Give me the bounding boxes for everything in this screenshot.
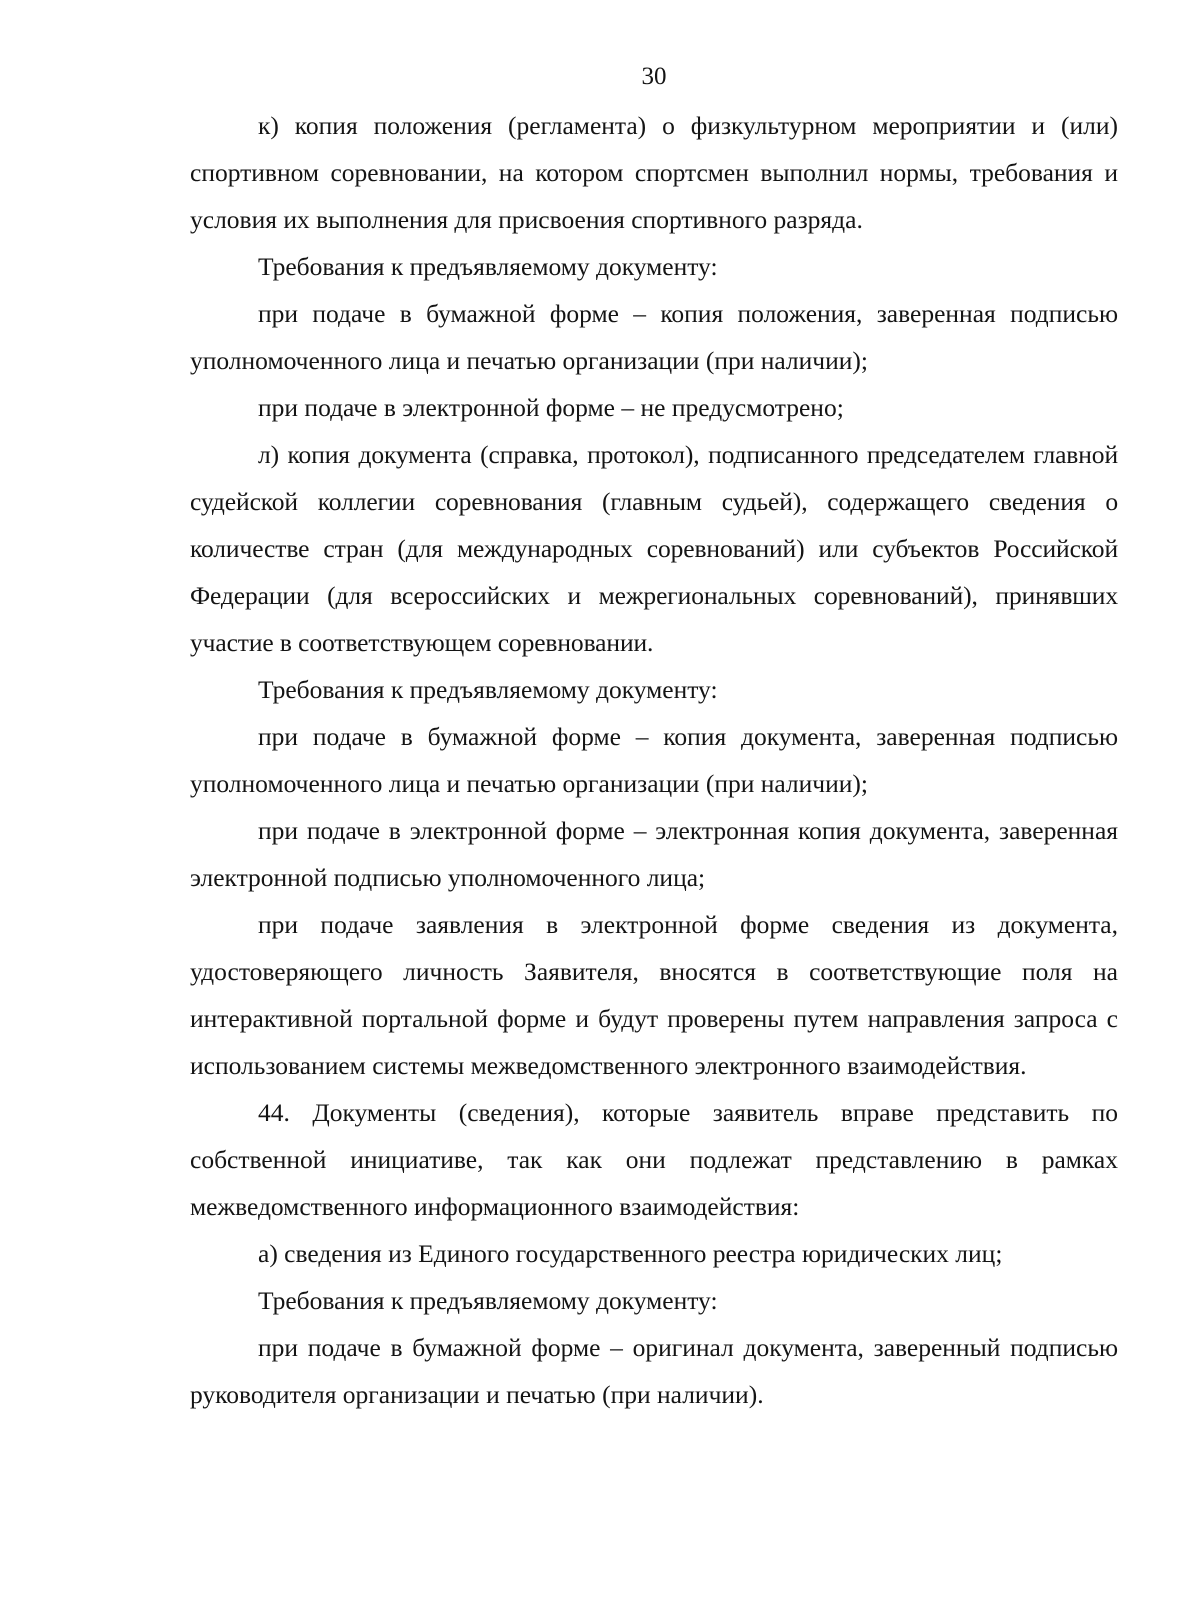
paragraph-electronic-form: при подаче в электронной форме – электронная копия документа, заверенная электронной подписью уполномоченного лица;: [190, 816, 1118, 892]
paragraph-paper-form: при подаче в бумажной форме – оригинал документа, заверенный подписью руководителя организации и печатью (при наличии).: [190, 1333, 1118, 1409]
page-number: 30: [641, 63, 667, 90]
paragraph-electronic-application: при подаче заявления в электронной форме сведения из документа, удостоверяющего личность Заявителя, вносятся в соответствующие поля на интерактивной портальной форме и будут проверены путем направления запроса с использованием системы межведомственного электронного взаимодействия.: [190, 910, 1118, 1080]
paragraph-paper-form: при подаче в бумажной форме – копия документа, заверенная подписью уполномоченного лица и печатью организации (при наличии);: [190, 722, 1118, 798]
paragraph-requirements-heading: Требования к предъявляемому документу:: [258, 675, 718, 704]
paragraph-requirements-heading: Требования к предъявляемому документу:: [258, 1286, 718, 1315]
paragraph-electronic-form: при подаче в электронной форме – не предусмотрено;: [258, 393, 844, 422]
paragraph-paper-form: при подаче в бумажной форме – копия положения, заверенная подписью уполномоченного лица и печатью организации (при наличии);: [190, 299, 1118, 375]
paragraph-item-k: к) копия положения (регламента) о физкультурном мероприятии и (или) спортивном соревновании, на котором спортсмен выполнил нормы, требования и условия их выполнения для присвоения спортивного разряда.: [190, 111, 1118, 234]
paragraph-item-l: л) копия документа (справка, протокол), подписанного председателем главной судейской коллегии соревнования (главным судьей), содержащего сведения о количестве стран (для международных соревнований) или субъектов Российской Федерации (для всероссийских и межрегиональных соревнований), принявших участие в соответствующем соревновании.: [190, 440, 1118, 657]
paragraph-requirements-heading: Требования к предъявляемому документу:: [258, 252, 718, 281]
document-body: [190, 102, 1118, 1418]
paragraph-section-44: 44. Документы (сведения), которые заявитель вправе представить по собственной инициативе, так как они подлежат представлению в рамках межведомственного информационного взаимодействия:: [190, 1098, 1118, 1221]
paragraph-item-a: а) сведения из Единого государственного реестра юридических лиц;: [258, 1239, 1003, 1268]
